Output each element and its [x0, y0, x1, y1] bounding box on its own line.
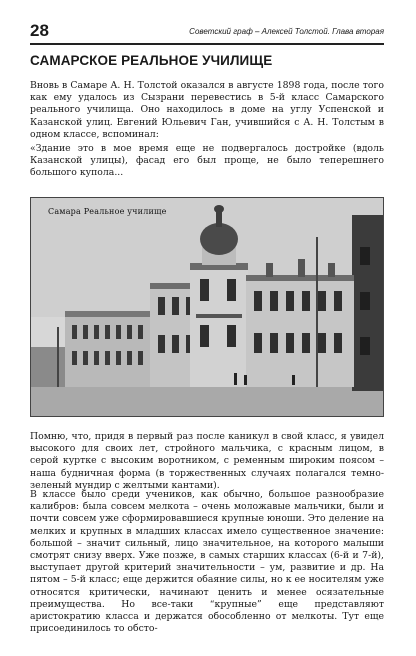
quote-paragraph: «Здание это в мое время еще не подвергалось достройке (вдоль Казанской улицы), фасад его был проще, не было теперешнего большого купола...	[30, 143, 384, 179]
paragraph-classmates: В классе было среди учеников, как обычно, большое разнообразие калибров: была совсем мелкота – очень моложавые мальчики, были и почти совсем уже сформировавшиеся крупные юноши. Это деление на мелких и крупных в младших классах имело существенное значение: большой – значит сильный, лицо значительное, на которого малыши смотрят снизу вверх. Уже позже, в самых старших классах (6-й и 7-й), выступает другой критерий значительности – ум, развитие и др. На пятом – 5-й класс; еще держится обаяние силы, но к ее носителям уже относятся критически, начинают ценить и менее осязательные преимущества. Но все-таки “крупные” еще представляют аристократию класса и держатся обособленно от мелкоты. Тут еще присоединилось то обсто-	[30, 489, 384, 635]
historical-photo	[30, 197, 384, 417]
quote-paragraph-continued: Помню, что, придя в первый раз после каникул в свой класс, я увидел высокого для своих лет, стройного мальчика, с красным лицом, в серой куртке с высоким воротником, с ременным широким поясом – наша будничная форма (в торжественных случаях полагался темно-зеленый мундир с желтыми кантами).	[30, 431, 384, 491]
running-head: Советский граф – Алексей Толстой. Глава вторая	[189, 27, 384, 36]
paragraph-intro: Вновь в Самаре А. Н. Толстой оказался в августе 1898 года, после того как ему удалось из Сызрани перевестись в 5-й класс Самарского реального училища. Оно находилось в доме на углу Успенской и Казанской улиц. Евгений Юльевич Ган, учившийся с А. Н. Толстым в одном классе, вспоминал:	[30, 80, 384, 140]
page-header	[30, 21, 384, 45]
page-number: 28	[30, 21, 49, 40]
photo-caption: Самара Реальное училище	[48, 207, 167, 216]
chapter-title: САМАРСКОЕ РЕАЛЬНОЕ УЧИЛИЩЕ	[30, 53, 273, 68]
